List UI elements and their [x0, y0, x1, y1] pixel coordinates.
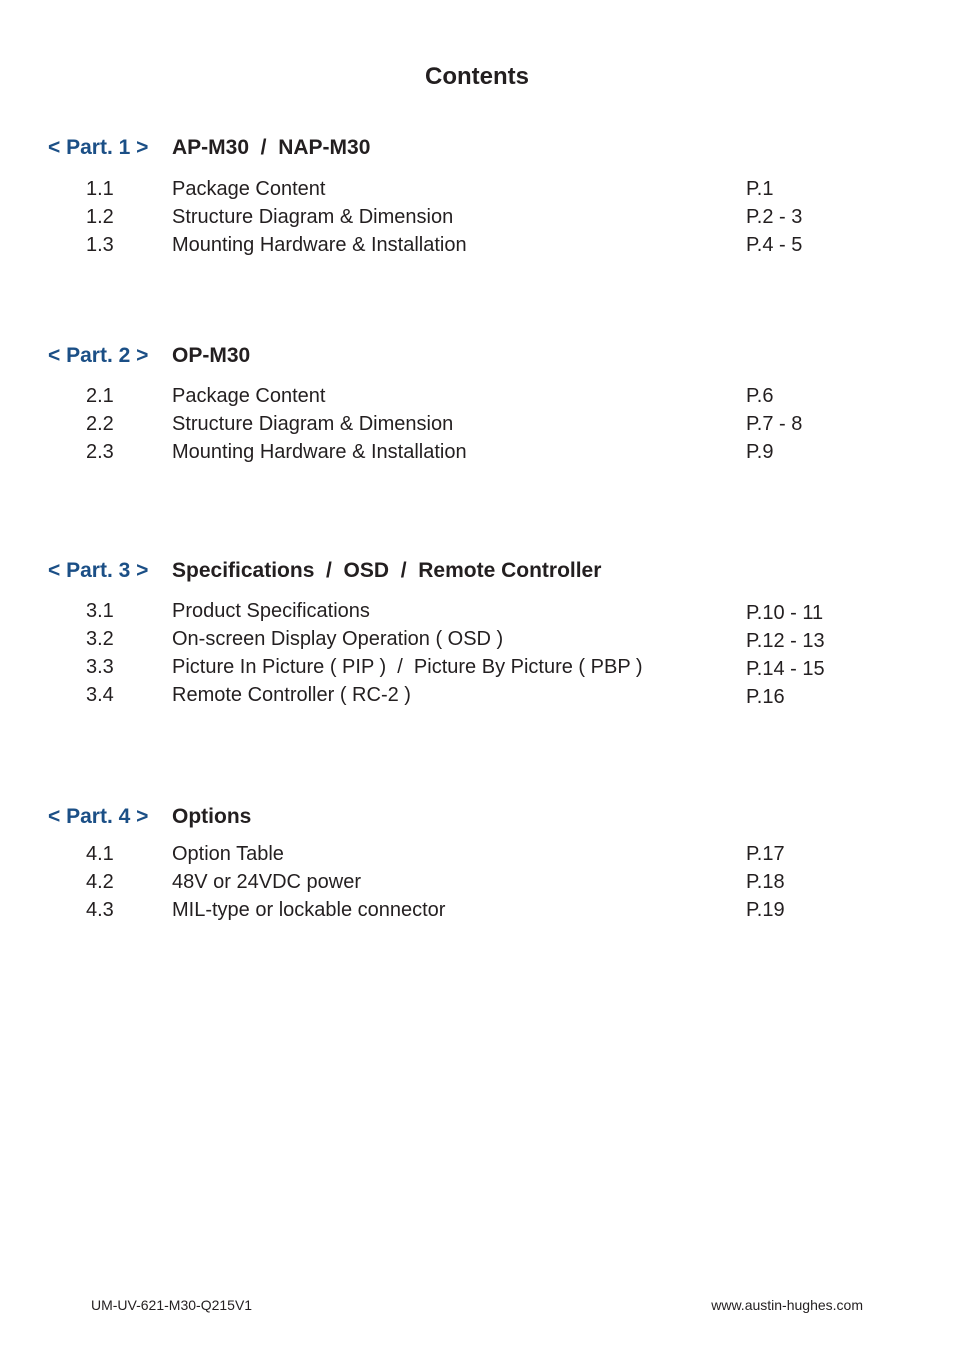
part-title: Specifications / OSD / Remote Controller [172, 559, 602, 582]
footer-website: www.austin-hughes.com [711, 1297, 863, 1313]
toc-entry[interactable] [0, 625, 954, 653]
entry-title: MIL-type or lockable connector [172, 899, 446, 921]
footer-doc-code: UM-UV-621-M30-Q215V1 [91, 1297, 253, 1313]
entry-page: P.18 [746, 871, 785, 893]
part-title: Options [172, 805, 252, 828]
entry-page: P.19 [746, 899, 785, 921]
entry-title: Package Content [172, 178, 326, 200]
entry-page: P.16 [746, 686, 785, 708]
entry-title: Mounting Hardware & Installation [172, 441, 467, 463]
toc-entry[interactable] [0, 410, 954, 438]
entry-title: Package Content [172, 385, 326, 407]
entry-title: On-screen Display Operation ( OSD ) [172, 628, 504, 650]
toc-entry[interactable] [0, 896, 954, 924]
toc-entry[interactable] [0, 681, 954, 709]
entry-number: 1.1 [86, 178, 114, 200]
entry-page: P.10 - 11 [746, 602, 824, 624]
entry-page: P.17 [746, 843, 785, 865]
entry-number: 2.2 [86, 413, 114, 435]
part-label: < Part. 2 > [48, 344, 149, 367]
toc-entry[interactable] [0, 231, 954, 259]
entry-page: P.2 - 3 [746, 206, 803, 228]
entry-number: 3.3 [86, 656, 114, 678]
entry-title: Structure Diagram & Dimension [172, 413, 454, 435]
toc-entry[interactable] [0, 175, 954, 203]
entry-number: 3.4 [86, 684, 114, 706]
part-header [0, 342, 954, 370]
part-label: < Part. 4 > [48, 805, 149, 828]
toc-entry[interactable] [0, 597, 954, 625]
entry-title: Remote Controller ( RC-2 ) [172, 684, 411, 706]
part-label: < Part. 3 > [48, 559, 149, 582]
entry-number: 1.2 [86, 206, 114, 228]
part-header [0, 134, 954, 162]
entry-number: 2.3 [86, 441, 114, 463]
entry-title: Picture In Picture ( PIP ) / Picture By Picture ( PBP ) [172, 656, 643, 678]
entry-title: 48V or 24VDC power [172, 871, 361, 893]
entry-page: P.4 - 5 [746, 234, 803, 256]
entry-number: 4.3 [86, 899, 114, 921]
toc-entry[interactable] [0, 438, 954, 466]
entry-number: 4.1 [86, 843, 114, 865]
page-title: Contents [425, 63, 529, 90]
part-header [0, 557, 954, 585]
entry-page: P.9 [746, 441, 774, 463]
toc-entry[interactable] [0, 840, 954, 868]
entry-title: Product Specifications [172, 600, 370, 622]
toc-entry[interactable] [0, 382, 954, 410]
part-title: OP-M30 [172, 344, 251, 367]
entry-page: P.1 [746, 178, 774, 200]
entry-page: P.6 [746, 385, 774, 407]
entry-number: 4.2 [86, 871, 114, 893]
entry-page: P.7 - 8 [746, 413, 803, 435]
entry-title: Structure Diagram & Dimension [172, 206, 454, 228]
entry-title: Mounting Hardware & Installation [172, 234, 467, 256]
entry-page: P.14 - 15 [746, 658, 825, 680]
part-header [0, 803, 954, 831]
toc-entry[interactable] [0, 203, 954, 231]
part-label: < Part. 1 > [48, 136, 149, 159]
toc-entry[interactable] [0, 653, 954, 681]
part-title: AP-M30 / NAP-M30 [172, 136, 371, 159]
toc-entry[interactable] [0, 868, 954, 896]
entry-number: 3.1 [86, 600, 114, 622]
entry-number: 1.3 [86, 234, 114, 256]
entry-number: 3.2 [86, 628, 114, 650]
entry-number: 2.1 [86, 385, 114, 407]
entry-title: Option Table [172, 843, 284, 865]
entry-page: P.12 - 13 [746, 630, 825, 652]
